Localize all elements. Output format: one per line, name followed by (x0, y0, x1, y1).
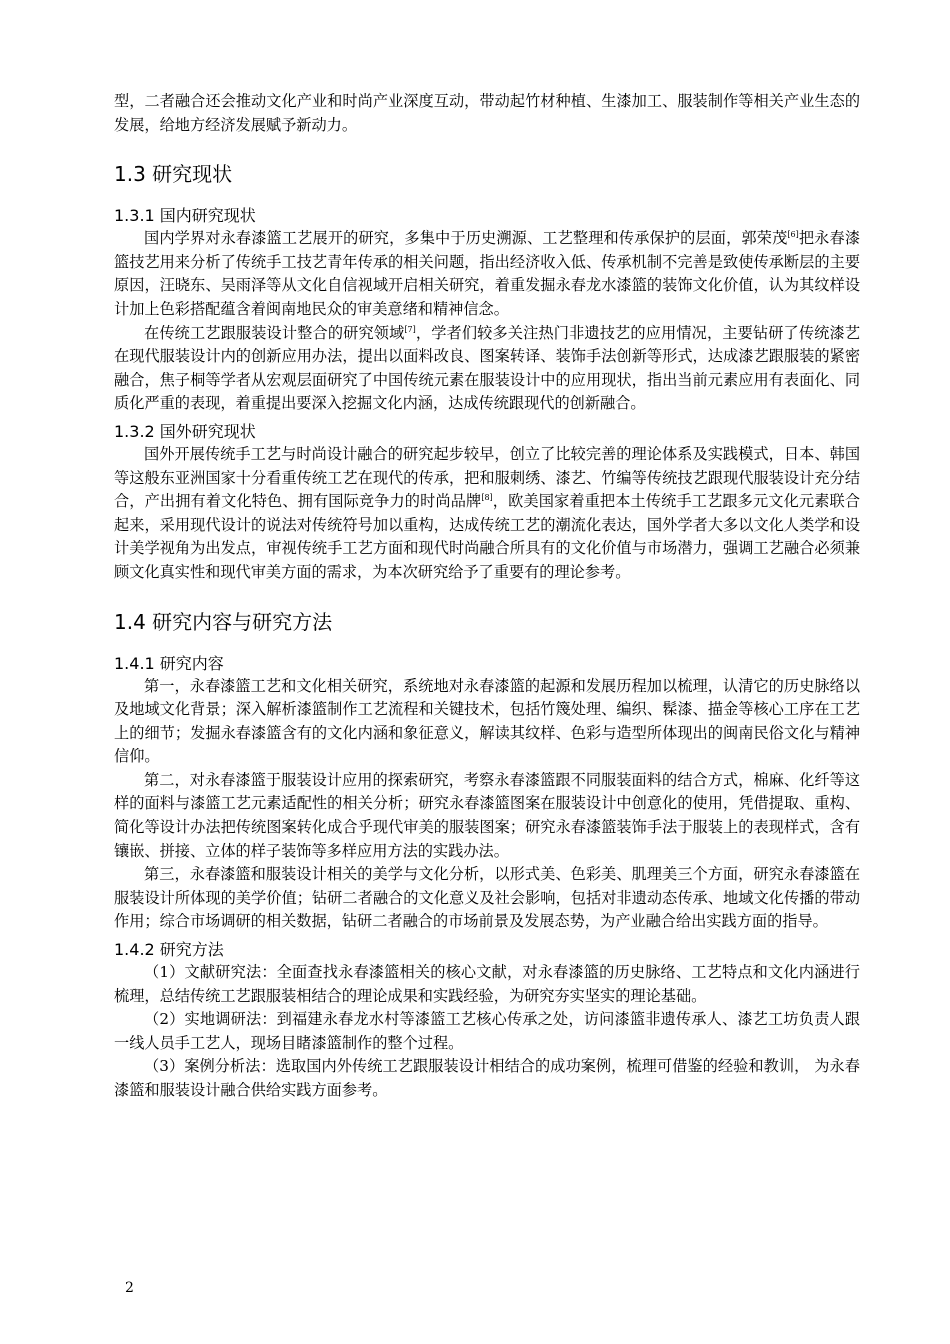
paragraph-domestic-research-1 (114, 227, 860, 321)
citation-ref: [7] (404, 324, 416, 334)
paragraph-content-2: 第二，对永春漆篮于服装设计应用的探索研究，考察永春漆篮跟不同服装面料的结合方式，棉麻、化纤等这样的面料与漆篮工艺元素适配性的相关分析；研究永春漆篮图案在服装设计中创意化的使用，凭借提取、重构、简化等设计办法把传统图案转化成合乎现代审美的服装图案；研究永春漆篮装饰手法于服装上的表现样式，含有镶嵌、拼接、立体的样子装饰等多样应用方法的实践办法。 (114, 770, 860, 860)
paragraph-method-3: （3）案例分析法：选取国内外传统工艺跟服装设计相结合的成功案例，梳理可借鉴的经验和教训， 为永春漆篮和服装设计融合供给实践方面参考。 (114, 1057, 860, 1099)
section-heading-1-3: 1.3 研究现状 (114, 162, 233, 187)
subsection-heading-1-4-2: 1.4.2 研究方法 (114, 940, 224, 960)
subsection-heading-1-3-2: 1.3.2 国外研究现状 (114, 421, 256, 441)
paragraph-method-2: （2）实地调研法：到福建永春龙水村等漆篮工艺核心传承之处，访问漆篮非遗传承人、漆艺工坊负责人跟一线人员手工艺人，现场目睹漆篮制作的整个过程。 (114, 1010, 860, 1052)
paragraph-foreign-research (114, 443, 860, 585)
paragraph-method-1: （1）文献研究法：全面查找永春漆篮相关的核心文献，对永春漆篮的历史脉络、工艺特点和文化内涵进行梳理，总结传统工艺跟服装相结合的理论成果和实践经验，为研究夯实坚实的理论基础。 (114, 963, 860, 1005)
paragraph-text: ，学者们较多关注热门非遗技艺的应用情况，主要钻研了传统漆艺在现代服装设计内的创新应用办法，提出以面料改良、图案转译、装饰手法创新等形式，达成漆艺跟服装的紧密融合，焦子桐等学者从宏观层面研究了中国传统元素在服装设计中的应用现状，指出当前元素应用有表面化、同质化严重的表现，着重提出要深入挖掘文化内涵，达成传统跟现代的创新融合。 (114, 323, 861, 413)
paragraph-text: 国内学界对永春漆篮工艺展开的研究，多集中于历史溯源、工艺整理和传承保护的层面，郭荣茂 (144, 229, 788, 248)
citation-ref: [6] (787, 230, 799, 240)
section-heading-1-4: 1.4 研究内容与研究方法 (114, 609, 333, 634)
paragraph-text: 国外开展传统手工艺与时尚设计融合的研究起步较早，创立了比较完善的理论体系及实践模式，日本、韩国等这般东亚洲国家十分看重传统工艺在现代的传承，把和服刺绣、漆艺、竹编等传统技艺跟现代服装设计充分结合，产出拥有着文化特色、拥有国际竞争力的时尚品牌 (114, 444, 860, 511)
citation-ref: [8] (481, 493, 493, 503)
paragraph-content-3: 第三，永春漆篮和服装设计相关的美学与文化分析，以形式美、色彩美、肌理美三个方面，研究永春漆篮在服装设计所体现的美学价值；钻研二者融合的文化意义及社会影响，包括对非遗动态传承、地域文化传播的带动作用；综合市场调研的相关数据，钻研二者融合的市场前景及发展态势，为产业融合给出实践方面的指导。 (114, 865, 860, 931)
page-number: 2 (125, 1280, 134, 1296)
paragraph-text: 在传统工艺跟服装设计整合的研究领域 (144, 323, 405, 342)
paragraph-domestic-research-2 (114, 322, 860, 416)
page-content (114, 90, 860, 1103)
paragraph-text: ，欧美国家着重把本土传统手工艺跟多元文化元素联合起来，采用现代设计的说法对传统符号加以重构，达成传统工艺的潮流化表达，国外学者大多以文化人类学和设计美学视角为出发点，审视传统手工艺方面和现代时尚融合所具有的文化价值与市场潜力，强调工艺融合必须兼顾文化真实性和现代审美方面的需求，为本次研究给予了重要有的理论参考。 (114, 492, 861, 581)
subsection-heading-1-4-1: 1.4.1 研究内容 (114, 653, 224, 673)
paragraph-content-1: 第一，永春漆篮工艺和文化相关研究，系统地对永春漆篮的起源和发展历程加以梳理，认清它的历史脉络以及地域文化背景；深入解析漆篮制作工艺流程和关键技术，包括竹篾处理、编织、髹漆、描金等核心工序在工艺上的细节；发掘永春漆篮含有的文化内涵和象征意义，解读其纹样、色彩与造型所体现出的闽南民俗文化与精神信仰。 (114, 676, 860, 766)
subsection-heading-1-3-1: 1.3.1 国内研究现状 (114, 206, 256, 226)
paragraph-text: 把永春漆篮技艺用来分析了传统手工技艺青年传承的相关问题，指出经济收入低、传承机制不完善是致使传承断层的主要原因，汪晓东、吴雨泽等从文化自信视域开启相关研究，着重发掘永春龙水漆篮的装饰文化价值，认为其纹样设计加上色彩搭配蕴含着闽南地民众的审美意绪和精神信念。 (114, 229, 861, 318)
continuation-paragraph: 型，二者融合还会推动文化产业和时尚产业深度互动，带动起竹材种植、生漆加工、服装制作等相关产业生态的发展，给地方经济发展赋予新动力。 (114, 92, 860, 134)
